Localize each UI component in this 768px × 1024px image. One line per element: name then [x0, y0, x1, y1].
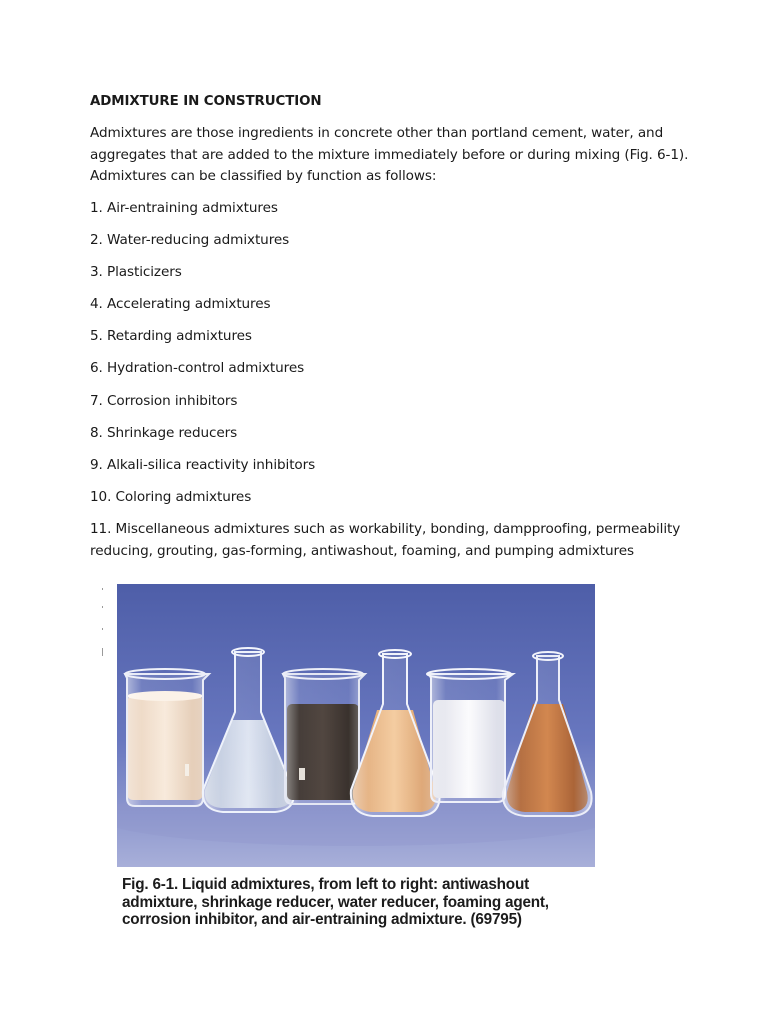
- list-item: 3. Plasticizers: [90, 263, 182, 280]
- intro-paragraph: Admixtures are those ingredients in concrete other than portland cement, water, and aggregates that are added to the mixture immediately before or during mixing (Fig. 6-1). Admixtures can be classified by function as follows:: [90, 125, 689, 184]
- scan-marks: [100, 584, 106, 664]
- list-item: 11. Miscellaneous admixtures such as workability, bonding, dampproofing, permeability reducing, grouting, gas-forming, antiwashout, foaming, and pumping admixtures: [90, 521, 681, 559]
- figure-caption: Fig. 6-1. Liquid admixtures, from left to right: antiwashout admixture, shrinkage reducer, water reducer, foaming agent, corrosion inhibitor, and air-entraining admixture. (69795): [122, 876, 549, 928]
- admixture-list: [90, 198, 690, 563]
- list-item: 1. Air-entraining admixtures: [90, 199, 278, 216]
- figure-6-1: [100, 584, 600, 936]
- list-item: 6. Hydration-control admixtures: [90, 360, 305, 377]
- beaker-antiwashout: [125, 669, 209, 806]
- list-item: 2. Water-reducing admixtures: [90, 231, 290, 248]
- list-item: 5. Retarding admixtures: [90, 328, 252, 345]
- list-item: 9. Alkali-silica reactivity inhibitors: [90, 457, 316, 473]
- page-content: [90, 93, 690, 573]
- admixture-photo: [117, 584, 595, 867]
- list-item: 4. Accelerating admixtures: [90, 296, 271, 313]
- beaker-corrosion-inhibitor: [427, 669, 513, 802]
- document-heading: ADMIXTURE IN CONSTRUCTION: [90, 94, 322, 109]
- list-item: 7. Corrosion inhibitors: [90, 392, 238, 409]
- admixture-photo-illustration: [117, 584, 595, 867]
- list-item: 10. Coloring admixtures: [90, 489, 252, 506]
- list-item: 8. Shrinkage reducers: [90, 424, 238, 441]
